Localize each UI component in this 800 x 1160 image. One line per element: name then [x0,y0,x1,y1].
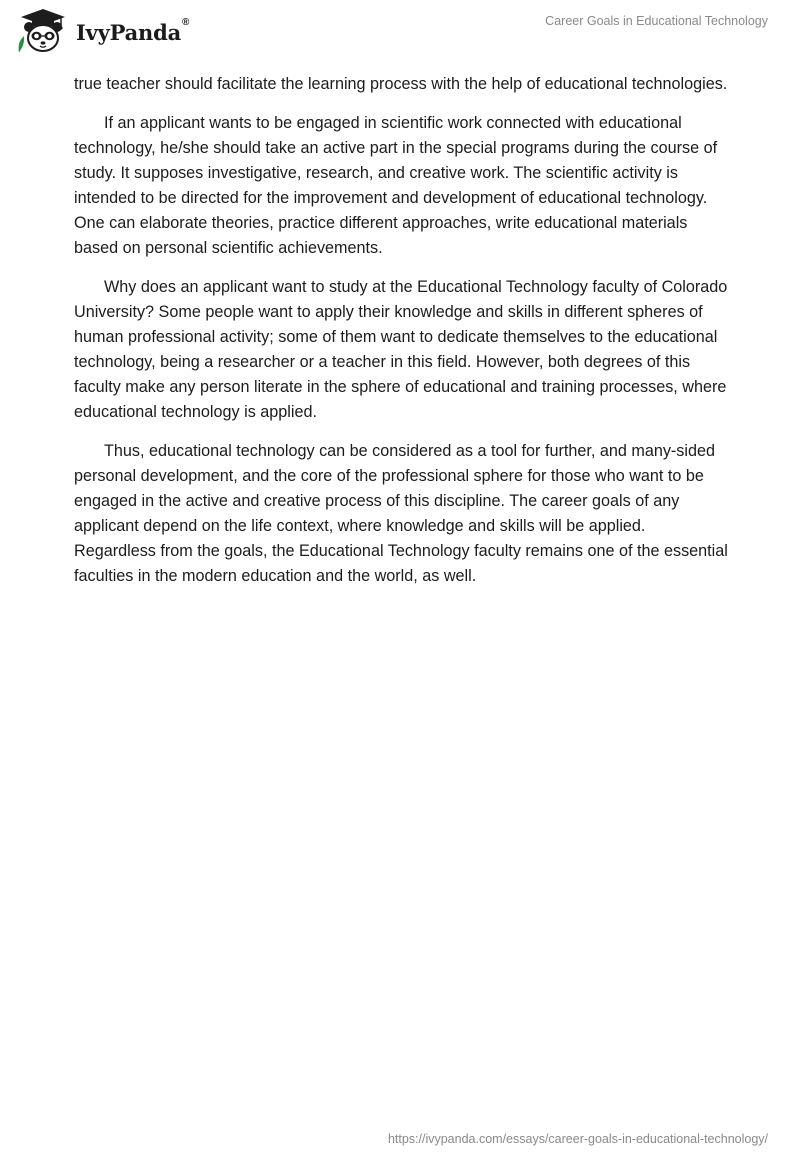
logo-wordmark: IvyPanda® [76,16,190,45]
registered-mark: ® [182,16,190,28]
source-url[interactable]: https://ivypanda.com/essays/career-goals-in-educational-technology/ [387,1132,768,1146]
page-header [0,0,800,70]
panda-graduate-icon [14,8,72,54]
paragraph: Why does an applicant want to study at the Educational Technology faculty of Colorado University? Some people want to apply their knowledge and skills in different spheres of human professional activity; some of them want to dedicate themselves to the educational technology, being a researcher or a teacher in this field. However, both degrees of this faculty make any person literate in the sphere of educational and training processes, where educational technology is applied. [74,278,728,421]
paragraph-continued: true teacher should facilitate the learning process with the help of educational technologies. [74,75,728,93]
essay-body [74,72,730,603]
paragraph: If an applicant wants to be engaged in scientific work connected with educational technology, he/she should take an active part in the special programs during the course of study. It supposes investigative, research, and creative work. The scientific activity is intended to be directed for the improvement and development of educational technology. One can elaborate theories, practice different approaches, write educational materials based on personal scientific achievements. [74,114,718,257]
ivypanda-logo[interactable] [14,8,189,54]
document-title: Career Goals in Educational Technology [545,14,768,28]
paragraph: Thus, educational technology can be considered as a tool for further, and many-sided personal development, and the core of the professional sphere for those who want to be engaged in the active and creative process of this discipline. The career goals of any applicant depend on the life context, where knowledge and skills will be applied. Regardless from the goals, the Educational Technology faculty remains one of the essential faculties in the modern education and the world, as well. [74,442,728,585]
